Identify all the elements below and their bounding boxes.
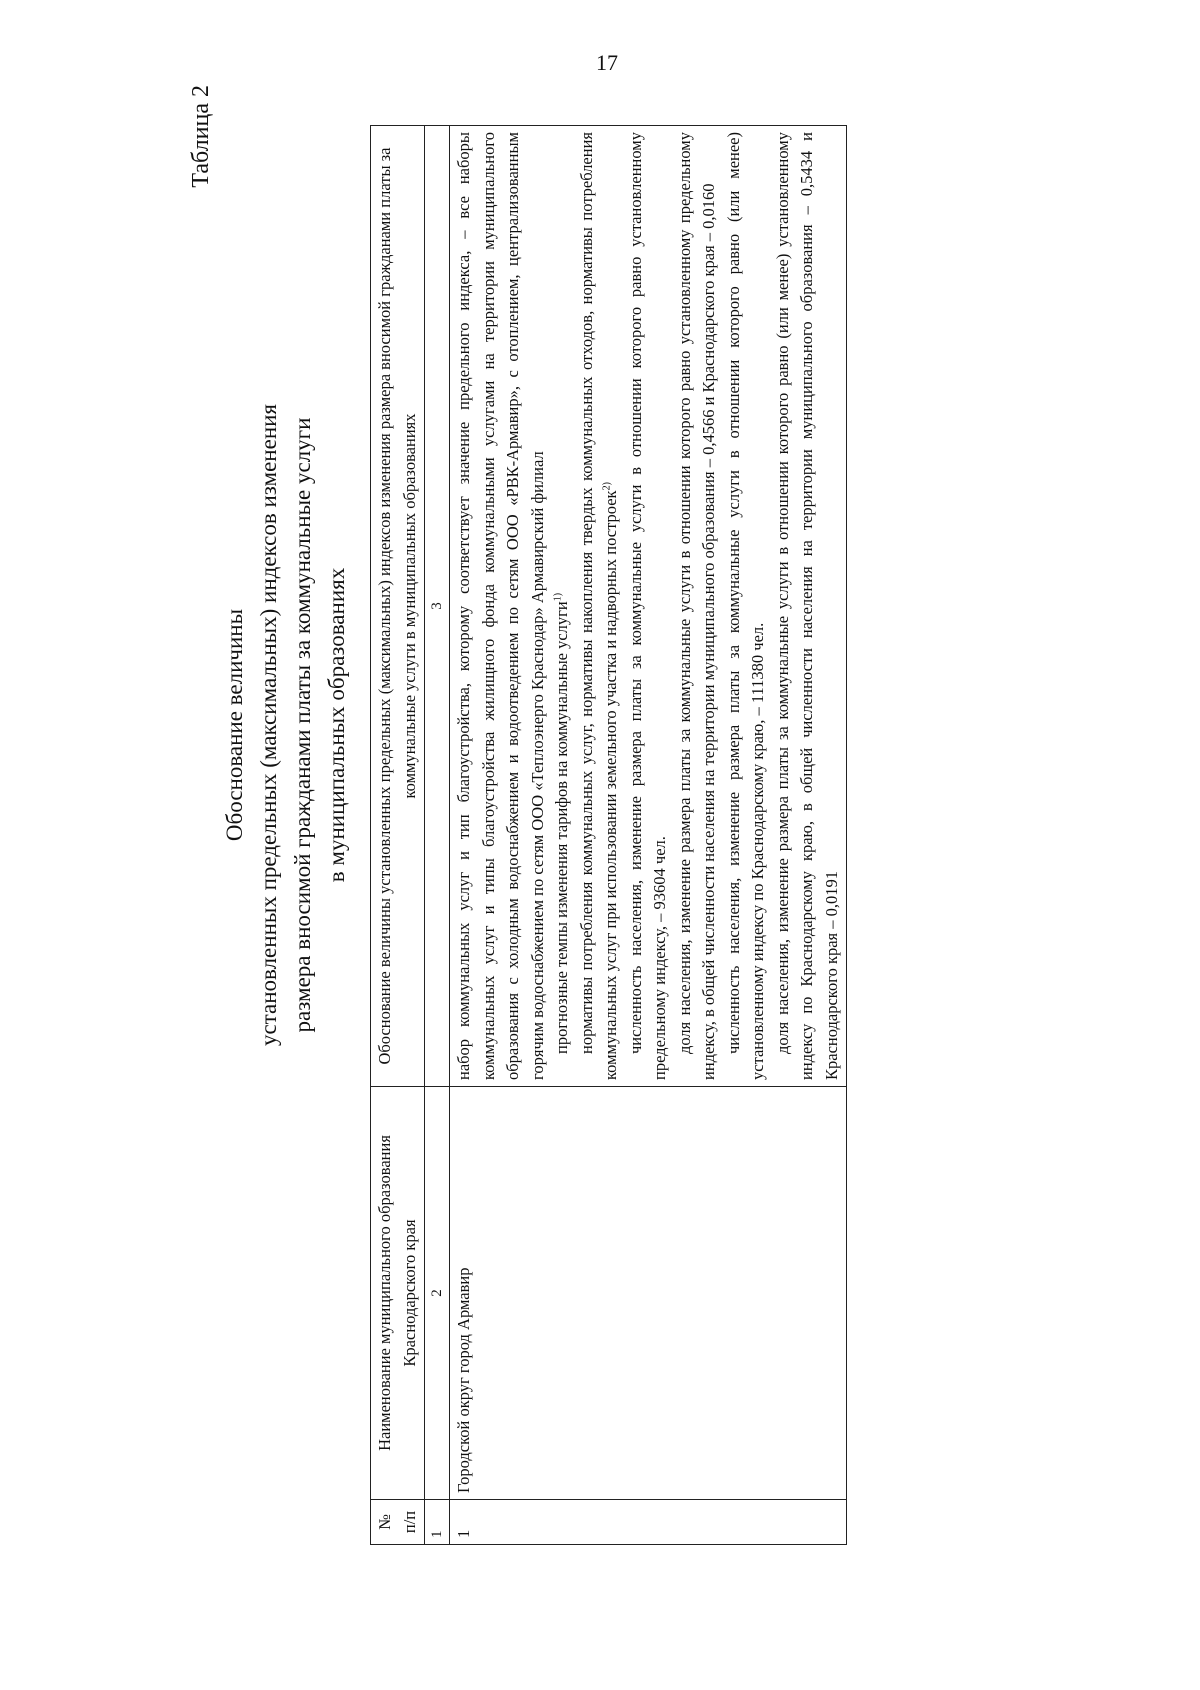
- paragraph-text: прогнозные темпы изменения тарифов на коммунальные услуги: [552, 601, 571, 1054]
- justification-paragraph: набор коммунальных услуг и тип благоустройства, которому соответствует значение предельного индекса, – все наборы коммунальных услуг и типы благоустройства жилищного фонда коммунальными услугами на территории муниципального образования с холодным водоснабжением и водоотведением по сетям ООО «РВК-Армавир», с отоплением, централизованным горячим водоснабжением по сетям ООО «Теплоэнерго Краснодар» Армавирский филиал: [454, 132, 547, 1080]
- row-number: 1: [450, 1500, 847, 1545]
- justification-paragraph: [575, 132, 624, 1080]
- title-line-2: установленных предельных (максимальных) индексов изменения: [256, 403, 281, 1047]
- footnote-marker: 2): [601, 482, 613, 491]
- rotated-content: [170, 85, 1020, 1545]
- column-number-row: [425, 126, 450, 1545]
- column-number: 1: [425, 1500, 450, 1545]
- page-number: 17: [596, 50, 618, 75]
- paragraph-text: нормативы потребления коммунальных услуг, нормативы накопления твердых коммунальных отходов, нормативы потребления коммунальных услуг при использовании земельного участка и надворных построек: [576, 132, 620, 1080]
- justification-table: [370, 125, 847, 1545]
- justification-paragraph: численность населения, изменение размера платы за коммунальные услуги в отношении которого равно (или менее) установленному индексу по Краснодарскому краю, – 111380 чел.: [723, 132, 767, 1080]
- header-municipality: Наименование муниципального образования Краснодарского края: [371, 1087, 425, 1500]
- justification-paragraph: доля населения, изменение размера платы за коммунальные услуги в отношении которого равно установленному предельному индексу, в общей численности населения на территории муниципального образования – 0,4566 и Краснодарского края – 0,0160: [674, 132, 718, 1080]
- table-row: [450, 126, 847, 1545]
- justification-paragraph: [550, 132, 575, 1080]
- column-number: 3: [425, 126, 450, 1087]
- header-justification: Обоснование величины установленных предельных (максимальных) индексов изменения размера вносимой гражданами платы за коммунальные услуги в муниципальных образованиях: [371, 126, 425, 1087]
- justification-cell: [450, 126, 847, 1087]
- title-line-1: Обоснование величины: [222, 608, 247, 842]
- table-label: Таблица 2: [188, 85, 214, 188]
- municipality-name: Городской округ город Армавир: [450, 1087, 847, 1500]
- document-title: [218, 285, 354, 1165]
- title-line-3: размера вносимой гражданами платы за коммунальные услуги: [290, 417, 315, 1033]
- justification-paragraph: доля населения, изменение размера платы за коммунальные услуги в отношении которого равно (или менее) установленному индексу по Краснодарскому краю, в общей численности населения на территории муниципального образования – 0,5434 и Краснодарского края – 0,0191: [772, 132, 841, 1080]
- title-line-4: в муниципальных образованиях: [324, 567, 349, 883]
- table-header-row: [371, 126, 425, 1545]
- justification-paragraph: численность населения, изменение размера платы за коммунальные услуги в отношении которого равно установленному предельному индексу, – 93604 чел.: [625, 132, 669, 1080]
- footnote-marker: 1): [552, 592, 564, 602]
- header-number: № п/п: [371, 1500, 425, 1545]
- column-number: 2: [425, 1087, 450, 1500]
